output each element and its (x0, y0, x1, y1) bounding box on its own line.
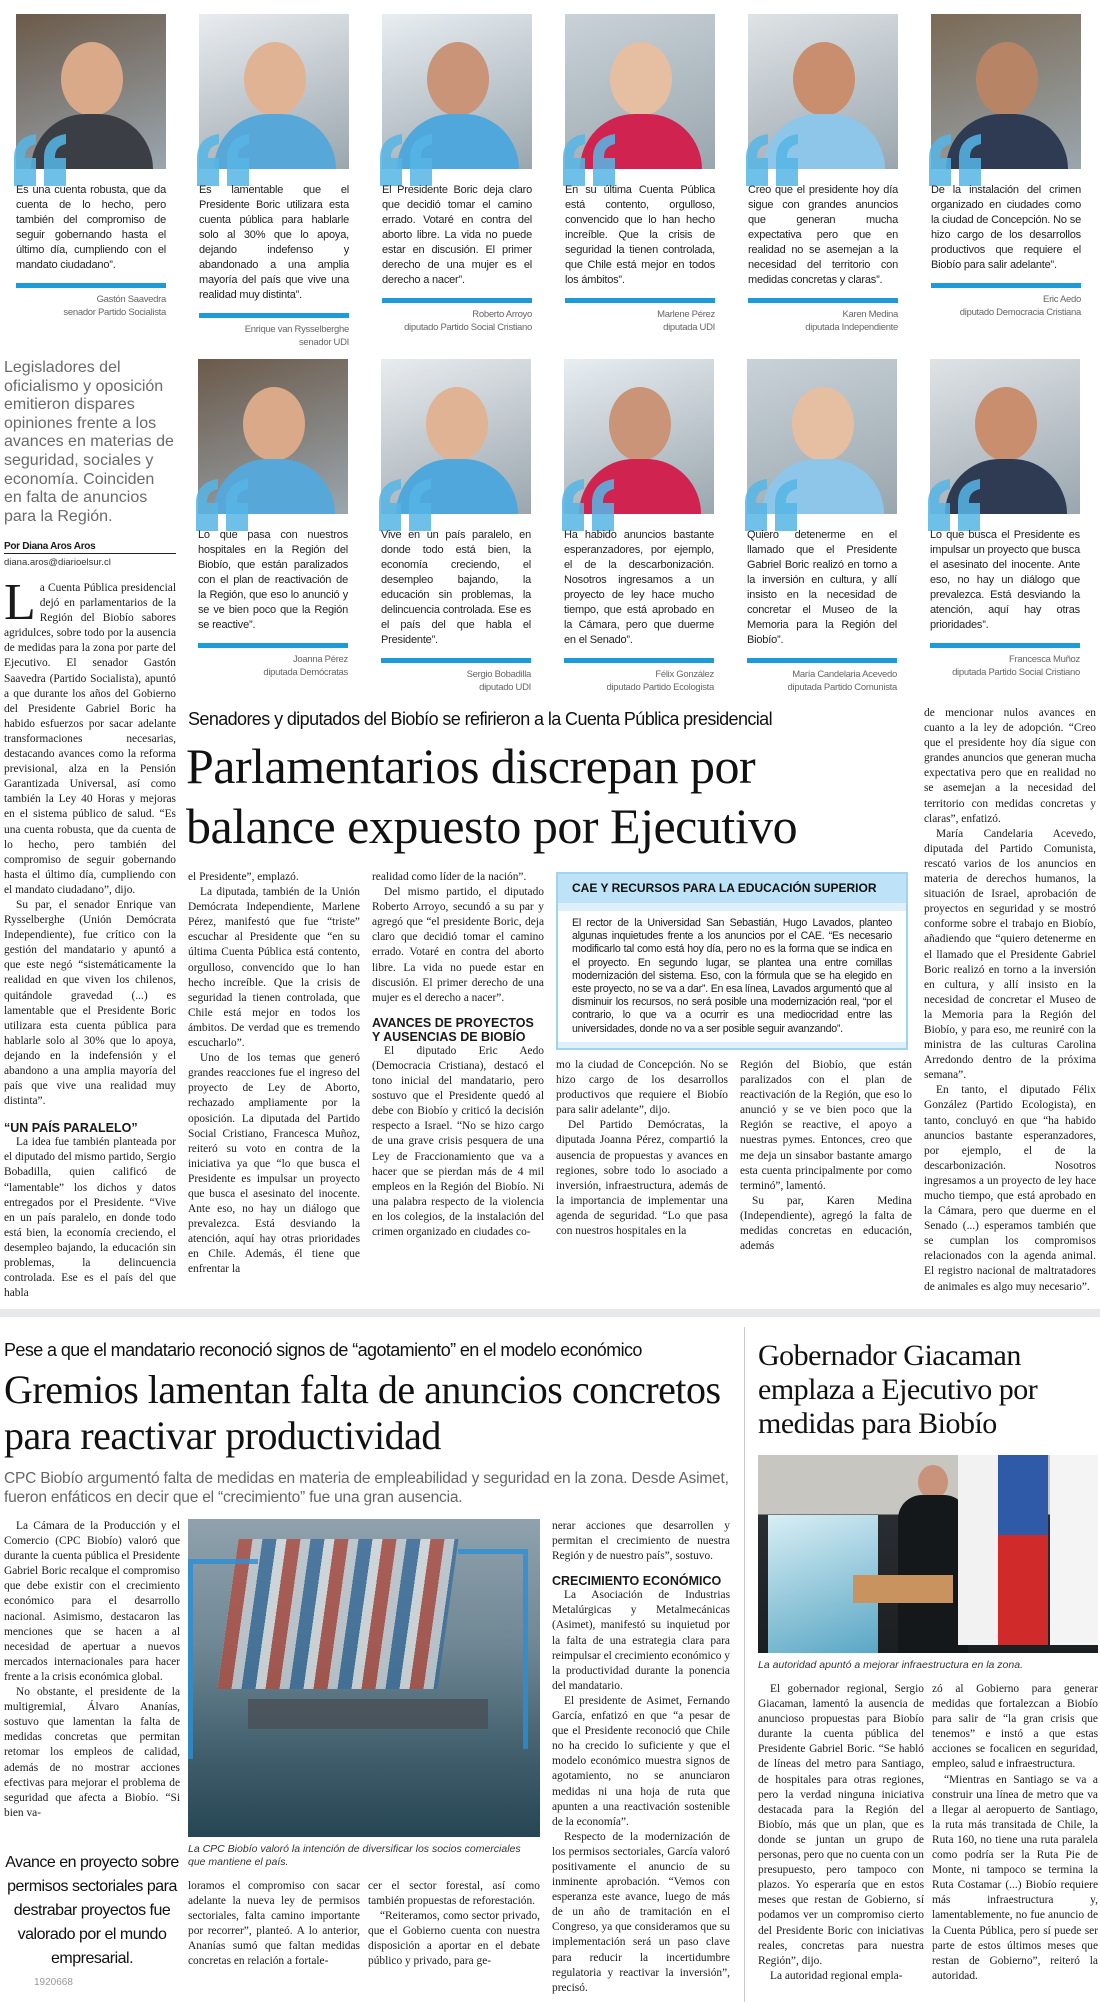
accent-rule (747, 658, 897, 663)
article3-column-1 (758, 1682, 924, 1984)
paragraph: La autoridad regional empla- (770, 1969, 903, 1982)
quote-card (748, 14, 920, 334)
article-lead: Legisladores del oficialismo y oposición emitieron dispares opiniones frente a los avances en materias de seguridad, sociales y economía. Coinciden en falta de anuncios para la Región. (4, 359, 174, 525)
subheading: AVANCES DE PROYECTOS Y AUSENCIAS DE BIOBÍO (372, 1015, 534, 1044)
speaker-name: María Candelaria Acevedo (792, 669, 897, 680)
accent-rule (199, 313, 349, 318)
article3-column-2 (932, 1682, 1098, 1984)
page-code: 1920668 (34, 1977, 73, 1988)
speaker-role: senador UDI (298, 337, 349, 348)
quote-mark-icon (924, 479, 986, 531)
sidebar-box-title: CAE Y RECURSOS PARA LA EDUCACIÓN SUPERIOR (558, 874, 906, 903)
paragraph: el Presidente”, emplazó. (188, 871, 299, 883)
article1-headline: Parlamentarios discrepan por balance expuesto por Ejecutivo (186, 738, 798, 854)
paragraph: Región del Biobío, que están paralizados con el plan de reactivación de la Región, que eso lo anunció y se ve bien poco que la Región se reactive, el apoyo a nuestras pymes. Entonces, creo que me deja un sinsabor bastante amargo esta cuenta principalmente por como terminó”, lamentó. (740, 1059, 912, 1192)
article1-column-3 (372, 870, 544, 1240)
paragraph: zó al Gobierno para generar medidas que fortalezcan a Biobío para salir de “la gran crisis que tenemos” e instó a que estas acciones se focalicen en seguridad, empleo, salud e infraestructura. (932, 1683, 1098, 1771)
paragraph: Del mismo partido, el diputado Roberto Arroyo, secundó a su par y agregó que “el presidente Boric, deja claro que decidió tomar el camino errado. Votaré en contra del aborto libre. La vida no puede estar en discusión. El primer derecho de una mujer es el derecho a nacer”. (372, 886, 544, 1004)
article2-deck: CPC Biobío argumentó falta de medidas en materia de empleabilidad y seguridad en la zona. Desde Asimet, fueron enfáticos en decir que el “crecimiento” fue una gran ausencia. (4, 1470, 729, 1506)
article2-column-2 (188, 1879, 360, 1970)
speaker-name: Enrique van Rysselberghe (244, 324, 349, 335)
paragraph: La Asociación de Industrias Metalúrgicas y Metalmecánicas (Asimet), manifestó su inquietud por la falta de una estrategia clara para reimpulsar el crecimiento económico y la productividad durante la ponencia del mandatario. (552, 1589, 730, 1692)
paragraph: mo la ciudad de Concepción. No se hizo cargo de los desarrollos productivos que requiere el Biobío para salir adelante”, dijo. (556, 1059, 728, 1117)
quote-text: En su última Cuenta Pública está contento, orgulloso, convencido que lo han hecho increíble. Que la crisis de seguridad la tienen controlada, que Chile está mejor en todos los ámbitos”. (565, 184, 715, 286)
quote-text: Lo que busca el Presidente es impulsar un proyecto que busca el asesinato del inocente. Ante eso, no hay un diálogo que prevalezca. Está desviando la atención, aquí hay otras prioridades”. (930, 529, 1080, 631)
article1-column-1 (4, 574, 176, 1301)
quote-mark-icon (376, 134, 438, 186)
sidebar-box-cae (556, 872, 908, 1050)
speaker-role: diputado Partido Ecologista (606, 682, 714, 693)
speaker-role: diputado UDI (479, 682, 531, 693)
paragraph: No obstante, el presidente de la multigremial, Álvaro Ananías, sostuvo que lamentan la falta de medidas concretas que permitan retomar los empleos de calidad, además de no mostrar acciones efectivas para mejorar el problema de seguridad que afecta a Biobío. “Si bien va- (4, 1686, 180, 1819)
paragraph: Su par, el senador Enrique van Rysselberghe (Unión Demócrata Independiente), fue crítico con la gestión del mandatario y apuntó a que este negó “sistemáticamente la realidad en que viven los chilenos, quitándole gravedad (...) es lamentable que el Presidente Boric utilizara esta cuenta pública para hablarle solo al 30% que lo apoya, dejando en la indefensión y el abandono a una amplia mayoría del país que vive una realidad muy distinta”. (4, 898, 176, 1108)
paragraph: El gobernador regional, Sergio Giacaman, lamentó la ausencia de anuncioso propuestas para Biobío durante la cuenta pública del Presidente Gabriel Boric. “Se habló de líneas del metro para Santiago, de hospitales para otras regiones, pero la verdad ninguna iniciativa destacada para la Región del Biobío, más que un plan, que es donde se juntan un grupo de personas, pero que no cuenta con un presupuesto, pero tampoco con plazos. Yo esperaría que en estos meses que restan de Gobierno, sí podamos ver un compromiso cierto del Presidente Boric con iniciativas reales, concretas para nuestra Región”, dijo. (758, 1683, 924, 1967)
accent-rule (16, 283, 166, 288)
quote-mark-icon (192, 479, 254, 531)
paragraph: a Cuenta Pública presidencial dejó en parlamentarios de la Región del Biobío sabores agridulces, sobre todo por la ausencia de medidas para la zona por parte del Ejecutivo. El senador Gastón Saavedra (Partido Socialista), apuntó a que durante los años del Gobierno del Presidente Gabriel Boric ha habido esfuerzos por sacar adelante transformaciones necesarias, destacando avances como la reforma previsional, alza en la Pensión Garantizada Universal, así como también la Ley 40 Horas y mejoras en el sistema público de salud. “Es una cuenta robusta, que da cuenta de lo hecho, pero también del compromiso de seguir gobernando hasta el último día, cumpliendo con el mandato ciudadano”, dijo. (4, 582, 176, 896)
speaker-role: diputada Independiente (805, 322, 898, 333)
pull-quote: Avance en proyecto sobre permisos sectoriales para destrabar proyectos fue valorado por el mundo empresarial. (5, 1854, 179, 1967)
quote-card (199, 14, 371, 349)
article1-column-2 (188, 870, 360, 1278)
accent-rule (565, 298, 715, 303)
speaker-role: diputada Demócratas (263, 667, 348, 678)
article2-column-1 (4, 1519, 180, 1821)
paragraph: “Mientras en Santiago se va a construir una línea de metro que va a llegar al aeropuerto de Santiago, la ruta más transitada de Chile, la Ruta 160, no tiene una ruta paralela como podría ser la Ruta Pie de Monte, ni tampoco se termina la Ruta Costamar (...) Biobío requiere más infraestructura y, lamentablemente, no fue anuncio de la Cuenta Pública, pero sí puede ser parte de estos últimos meses que restan de Gobierno”, reiteró la autoridad. (932, 1773, 1098, 1982)
accent-rule (931, 283, 1081, 288)
article1-kicker: Senadores y diputados del Biobío se refirieron a la Cuenta Pública presidencial (188, 709, 772, 729)
quote-mark-icon (741, 479, 803, 531)
quote-mark-icon (193, 134, 255, 186)
article2-column-3 (368, 1879, 540, 1970)
subheading: CRECIMIENTO ECONÓMICO (552, 1574, 722, 1589)
sidebar-box-text: El rector de la Universidad San Sebastián, Hugo Lavados, planteo algunas inquietudes frente a los anuncios por el CAE. “Es necesario modificarlo tal como está hoy día, pero no es la forma que se indica en el proyecto. En segundo lugar, se plantea una entre comillas modernización del sistema. Eso, con la fórmula que se ha elegido en este proyecto, no se va a dar”. En esa línea, Lavados argumentó que al disminuir los recursos, no será posible una modernización real, “por el contrario, lo que va a ocurrir es una mediocridad entre las universidades, donde no va a ser posible seguir avanzando”. (558, 911, 906, 1042)
quote-text: Es una cuenta robusta, que da cuenta de lo hecho, pero también del compromiso de seguir gobernando hasta el último día, cumpliendo con el mandato ciudadano”. (16, 184, 166, 271)
accent-rule (381, 658, 531, 663)
quote-text: Es lamentable que el Presidente Boric utilizara esta cuenta pública para hablarle solo al 30% que lo apoya, dejando indefenso y abandonado a una amplia mayoría del país que vive una realidad muy distinta”. (199, 184, 349, 301)
speaker-name: Roberto Arroyo (472, 309, 532, 320)
quote-card (931, 14, 1100, 319)
accent-rule (748, 298, 898, 303)
paragraph: realidad como líder de la nación”. (372, 871, 527, 883)
quote-mark-icon (742, 134, 804, 186)
paragraph: En tanto, el diputado Félix González (Partido Ecologista), en tanto, concluyó en que “ha habido anuncios bastante esperanzadores, por ejemplo, el de la descarbonización. Nosotros ingresamos a un proyecto de ley hace mucho tiempo, que está aprobado en la Cámara, pero que duerme en el Senado (...) esperamos también que se cumplan los compromisos relacionados con la agenda animal. El registro nacional de maltratadores de animales es algo muy necesario”. (924, 1084, 1096, 1293)
quote-text: Quiero detenerme en el llamado que el Presidente Gabriel Boric realizó en torno a la inversión en cultura, y allí insisto en la necesidad de concretar el Museo de la Memoria para la Región del Biobío”. (747, 529, 897, 646)
quote-card (198, 359, 370, 679)
speaker-role: diputado Partido Social Cristiano (404, 322, 532, 333)
article2-photo-caption: La CPC Biobío valoró la intención de diversificar los socios comerciales que mantiene el país. (188, 1843, 521, 1868)
quote-card (564, 359, 736, 694)
quote-card (747, 359, 919, 694)
byline-email[interactable]: diana.aros@diarioelsur.cl (4, 557, 111, 568)
quote-card (565, 14, 737, 334)
speaker-name: Eric Aedo (1043, 294, 1081, 305)
quote-mark-icon (375, 479, 437, 531)
quote-mark-icon (558, 479, 620, 531)
paragraph: El presidente de Asimet, Fernando García, enfatizó en que “a pesar de que el Presidente reconoció que Chile no ha crecido lo suficiente y que el modelo económico muestra signos de agotamiento, no se anunciaron medidas ni una hoja de ruta que apunten a una reactivación sostenible de la economía”. (552, 1694, 730, 1828)
paragraph: Uno de los temas que generó grandes reacciones fue el ingreso del proyecto de Ley de Aborto, rechazado ampliamente por la oposición. La diputada del Partido Social Cristiano, Francesca Muñoz, reiteró su voto en contra de la iniciativa ya que “lo que busca el Presidente es impulsar un proyecto que busca el asesinato del inocente. Ante eso, no hay un diálogo que prevalezca. Está desviando la atención, aquí hay otras prioridades en Chile. Además, él tiene que enfrentar la (188, 1052, 360, 1276)
paragraph: María Candelaria Acevedo, diputada del Partido Comunista, rescató varios de los anuncios en materia de derechos humanos, la situación de Israel, aprobación de proyectos en seguridad y se mostró conforme sobre el trabajo en Biobío, añadiendo que “quiero detenerme en el llamado que el Presidente Gabriel Boric realizó en torno a la inversión en cultura, y allí insisto en la necesidad de concretar el Museo de la Memoria para la Región del Biobío, y para eso, me reuniré con la ministra de las culturas Carolina Arredondo dentro de la próxima semana”. (924, 827, 1096, 1082)
quote-text: Creo que el presidente hoy día sigue con grandes anuncios que generan mucha expectativa pero que en realidad no se asemejan a la necesidad del territorio con medidas concretas y claras”. (748, 184, 898, 286)
section-divider (0, 1309, 1100, 1317)
paragraph: La diputada, también de la Unión Demócrata Independiente, Marlene Pérez, manifestó que fue “triste” escuchar al Presidente que “en su última Cuenta Pública está contento, orgulloso, convencido que lo han hecho increíble. Que la crisis de seguridad la tienen controlada, que Chile está mejor en todos los ámbitos. De verdad que es tremendo escucharlo”. (188, 886, 360, 1050)
port-containers-photo (188, 1519, 540, 1837)
governor-photo (758, 1455, 1098, 1653)
paragraph: La idea fue también planteada por el diputado del mismo partido, Sergio Bobadilla, quien calificó de “lamentable” los dichos y datos entregados por el Presidente. “Vive en un país paralelo, en donde todo está bien, la economía creciendo, el desempleo bajando, la educación sin problemas, la delincuencia controlada. Ese es el país del que habla (4, 1136, 176, 1300)
speaker-role: senador Partido Socialista (63, 307, 166, 318)
article1-column-5 (740, 1058, 912, 1254)
paragraph: nerar acciones que desarrollen y permitan el crecimiento de nuestra Región y de nuestro país”, sostuvo. (552, 1520, 730, 1563)
quote-mark-icon (925, 134, 987, 186)
quote-card (930, 359, 1100, 679)
article2-column-4 (552, 1519, 730, 1996)
quote-mark-icon (559, 134, 621, 186)
quote-text: El Presidente Boric deja claro que decidió tomar el camino errado. Votaré en contra del aborto libre. La vida no puede estar en discusión. El primer derecho de una mujer es el derecho a nacer”. (382, 184, 532, 286)
quote-card (381, 359, 553, 694)
article2-headline: Gremios lamentan falta de anuncios concretos para reactivar productividad (4, 1367, 721, 1458)
paragraph: cer el sector forestal, así como también propuestas de reforestación. (368, 1880, 540, 1908)
quote-text: De la instalación del crimen organizado en ciudades como la ciudad de Concepción. No se hizo cargo de los desarrollos productivos que requiere el Biobío para salir adelante”. (931, 184, 1081, 271)
speaker-name: Gastón Saavedra (96, 294, 166, 305)
bottom-section (0, 1317, 1100, 2002)
quote-text: Vive en un país paralelo, en donde todo está bien, la economía creciendo, el desempleo bajando, la educación sin problemas, la delincuencia controlada. Ese es el país del que habla el Presidente”. (381, 529, 531, 646)
article2-kicker: Pese a que el mandatario reconoció signos de “agotamiento” en el modelo económico (4, 1340, 642, 1360)
paragraph: Respecto de la modernización de los permisos sectoriales, García valoró positivamente el anuncio de su inminente aprobación. “Vemos con esperanza este avance, luego de más de un año de tramitación en el Congreso, ya que consideramos que su implementación será un paso clave para reducir la incertidumbre regulatoria y reactivar la inversión”, precisó. (552, 1830, 730, 1994)
column-rule (744, 1327, 745, 2002)
accent-rule (382, 298, 532, 303)
drop-cap: L (4, 574, 36, 631)
speaker-name: Marlene Pérez (657, 309, 715, 320)
speaker-role: diputado Democracia Cristiana (959, 307, 1081, 318)
quote-card (16, 14, 188, 319)
paragraph: “Reiteramos, como sector privado, que el Gobierno cuenta con nuestra disposición a aportar en el debate público y privado, para ge- (368, 1910, 540, 1968)
paragraph: de mencionar nulos avances en cuanto a la ley de adopción. “Creo que el presidente hoy día sigue con grandes anuncios que generan mucha expectativa pero que en realidad no se asemejan a la necesidad del territorio con medidas concretas y claras”, enfatizó. (924, 707, 1096, 825)
quote-mark-icon (10, 134, 72, 186)
paragraph: La Cámara de la Producción y el Comercio (CPC Biobío) valoró que durante la cuenta pública el Presidente Gabriel Boric recalque el compromiso que debe existir con el crecimiento económico para el desarrollo nacional. Asimismo, destacaron las menciones que se hacen a al necesidad de apertuar a nuevos mercados internacionales para hacer frente a la crisis económica global. (4, 1520, 180, 1683)
quote-text: Lo que pasa con nuestros hospitales en la Región del Biobío, que están paralizados con el plan de reactivación de la Región, que eso lo anunció y se ve bien poco que la Región se reactive”. (198, 529, 348, 631)
accent-rule (198, 643, 348, 648)
speaker-name: Joanna Pérez (292, 654, 348, 665)
accent-rule (564, 658, 714, 663)
paragraph: El diputado Eric Aedo (Democracia Cristiana), destacó el tono inicial del mandatario, pero sostuvo que el Presidente quedó al debe con Biobío y criticó la decisión respecto a Israel. “No se hizo cargo de una grave crisis pesquera de una Ley de Fraccionamiento que va a hacer que se pierdan más de 4 mil empleos en la Región del Biobío. Ni una palabra respecto de la violencia en los colegios, de la instalación del crimen organizado en ciudades co- (372, 1044, 544, 1238)
paragraph: Del Partido Demócratas, la diputada Joanna Pérez, compartió la ausencia de propuestas y avances en regiones, sobre todo lo asociado a inversión, infraestructura, además de la importancia de implementar una agenda de seguridad. “Lo que pasa con nuestros hospitales en la (556, 1119, 728, 1238)
speaker-name: Francesca Muñoz (1008, 654, 1080, 665)
speaker-role: diputada Partido Social Cristiano (952, 667, 1080, 678)
accent-rule (930, 643, 1080, 648)
quote-text: Ha habido anuncios bastante esperanzadores, por ejemplo, el de la descarbonización. Nosotros ingresamos a un proyecto de ley hace mucho tiempo, que está aprobado en la Cámara, pero que duerme en el Senado”. (564, 529, 714, 646)
article1-column-4 (556, 1058, 728, 1239)
quote-card (382, 14, 554, 334)
paragraph: Su par, Karen Medina (Independiente), agregó la falta de medidas concretas en educación, además (740, 1194, 912, 1253)
subheading: “UN PAÍS PARALELO” (4, 1121, 138, 1136)
article1-column-6 (924, 706, 1096, 1295)
paragraph: loramos el compromiso con sacar adelante la nueva ley de permisos sectoriales, falta camino importante por recorrer”, planteó. A lo anterior, Ananías sumó que faltan medidas concretas en relación a fortale- (188, 1880, 360, 1968)
article3-headline: Gobernador Giacaman emplaza a Ejecutivo por medidas para Biobío (758, 1339, 1038, 1440)
article3-photo-caption: La autoridad apuntó a mejorar infraestructura en la zona. (758, 1659, 1023, 1671)
speaker-role: diputada UDI (663, 322, 715, 333)
speaker-name: Karen Medina (842, 309, 898, 320)
speaker-role: diputada Partido Comunista (787, 682, 897, 693)
speaker-name: Sergio Bobadilla (466, 669, 531, 680)
byline: Por Diana Aros Aros (4, 540, 176, 554)
speaker-name: Félix González (655, 669, 714, 680)
